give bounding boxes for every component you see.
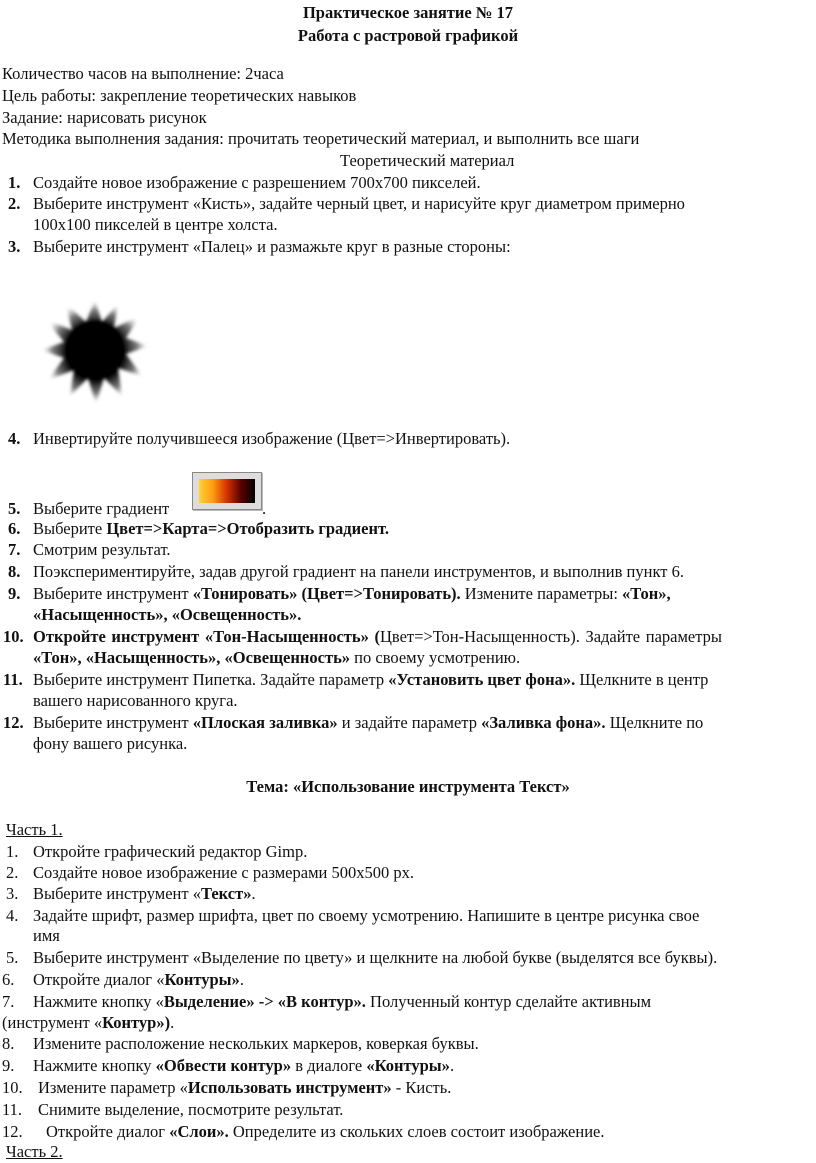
step-text-continued: вашего нарисованного круга. — [33, 691, 238, 710]
intro-hours: Количество часов на выполнение: 2часа — [2, 64, 284, 83]
step-text: Выберите Цвет=>Карта=>Отобразить градиент. — [33, 519, 389, 538]
step-text-continued: «Насыщенность», «Освещенность». — [33, 605, 302, 624]
item-number: 9. — [2, 1056, 15, 1075]
part-heading: Часть 2. — [6, 1142, 63, 1161]
gradient-swatch-image — [192, 472, 262, 510]
item-text: Выберите инструмент «Выделение по цвету» и щелкните на любой букве (выделятся все буквы). — [33, 948, 718, 967]
step-text: Поэкспериментируйте, задав другой градиент на панели инструментов, и выполнив пункт 6. — [33, 562, 684, 581]
item-text: Откройте диалог «Слои». Определите из скольких слоев состоит изображение. — [46, 1122, 605, 1141]
page-title: Практическое занятие № 17 — [302, 3, 514, 22]
item-number: 8. — [2, 1034, 15, 1053]
item-text: Откройте графический редактор Gimp. — [33, 842, 308, 861]
step-number: 5. — [8, 499, 21, 518]
step-text: Выберите инструмент «Кисть», задайте черный цвет, и нарисуйте круг диаметром примерно — [33, 194, 685, 213]
step-number: 4. — [8, 429, 21, 448]
theory-heading: Теоретический материал — [340, 151, 515, 170]
item-number: 3. — [6, 884, 19, 903]
step-text: Откройте инструмент «Тон-Насыщенность» (Цвет=>Тон-Насыщенность). Задайте параметры — [33, 627, 722, 646]
step-text-continued: 100х100 пикселей в центре холста. — [33, 215, 278, 234]
step-text: Выберите инструмент «Плоская заливка» и задайте параметр «Заливка фона». Щелкните по — [33, 713, 704, 732]
step-number: 3. — [8, 237, 21, 256]
page-subtitle: Работа с растровой графикой — [297, 26, 519, 45]
item-text-continued: имя — [33, 926, 60, 945]
item-number: 12. — [2, 1122, 23, 1141]
step-number: 10. — [3, 627, 24, 646]
step-text: Инвертируйте получившееся изображение (Цвет=>Инвертировать). — [33, 429, 511, 448]
item-number: 4. — [6, 906, 19, 925]
step-text-end: . — [262, 499, 267, 518]
step-text: Создайте новое изображение с разрешением 700х700 пикселей. — [33, 173, 481, 192]
step-text-continued: «Тон», «Насыщенность», «Освещенность» по своему усмотрению. — [33, 648, 521, 667]
item-text: Измените расположение нескольких маркеров, коверкая буквы. — [33, 1034, 479, 1053]
item-text: Снимите выделение, посмотрите результат. — [38, 1100, 344, 1119]
step-number: 9. — [8, 584, 21, 603]
item-number: 1. — [6, 842, 19, 861]
item-number: 5. — [6, 948, 19, 967]
gradient-fill — [199, 479, 255, 503]
step-text: Выберите инструмент Пипетка. Задайте параметр «Установить цвет фона». Щелкните в центр — [33, 670, 709, 689]
part-heading: Часть 1. — [6, 820, 63, 839]
item-text: Создайте новое изображение с размерами 500х500 px. — [33, 863, 414, 882]
item-number: 6. — [2, 970, 15, 989]
item-text: Нажмите кнопку «Обвести контур» в диалоге «Контуры». — [33, 1056, 455, 1075]
item-text: Измените параметр «Использовать инструмент» - Кисть. — [38, 1078, 452, 1097]
section-topic-heading: Тема: «Использование инструмента Текст» — [246, 777, 570, 796]
item-text: Выберите инструмент «Текст». — [33, 884, 256, 903]
step-number: 1. — [8, 173, 21, 192]
smudged-circle-image — [40, 296, 150, 406]
menu-path: Цвет=>Карта=>Отобразить градиент. — [106, 519, 389, 538]
step-text: Выберите инструмент «Палец» и размажьте круг в разные стороны: — [33, 237, 511, 256]
intro-task: Задание: нарисовать рисунок — [2, 108, 207, 127]
step-number: 2. — [8, 194, 21, 213]
intro-method: Методика выполнения задания: прочитать теоретический материал, и выполнить все шаги — [2, 129, 640, 148]
item-text: Откройте диалог «Контуры». — [33, 970, 244, 989]
item-number: 7. — [2, 992, 15, 1011]
step-number: 12. — [3, 713, 24, 732]
item-text: Нажмите кнопку «Выделение» -> «В контур». Полученный контур сделайте активным — [33, 992, 652, 1011]
step-number: 7. — [8, 540, 21, 559]
item-number: 10. — [2, 1078, 23, 1097]
item-number: 11. — [2, 1100, 23, 1119]
step-text: Смотрим результат. — [33, 540, 171, 559]
item-text-continued: (инструмент «Контур»). — [2, 1013, 175, 1032]
step-text: Выберите градиент — [33, 499, 170, 518]
step-number: 8. — [8, 562, 21, 581]
item-text: Задайте шрифт, размер шрифта, цвет по своему усмотрению. Напишите в центре рисунка свое — [33, 906, 700, 925]
step-number: 11. — [3, 670, 23, 689]
item-number: 2. — [6, 863, 19, 882]
step-text-continued: фону вашего рисунка. — [33, 734, 188, 753]
step-text: Выберите инструмент «Тонировать» (Цвет=>Тонировать). Измените параметры: «Тон», — [33, 584, 671, 603]
intro-goal: Цель работы: закрепление теоретических навыков — [2, 86, 357, 105]
step-number: 6. — [8, 519, 21, 538]
